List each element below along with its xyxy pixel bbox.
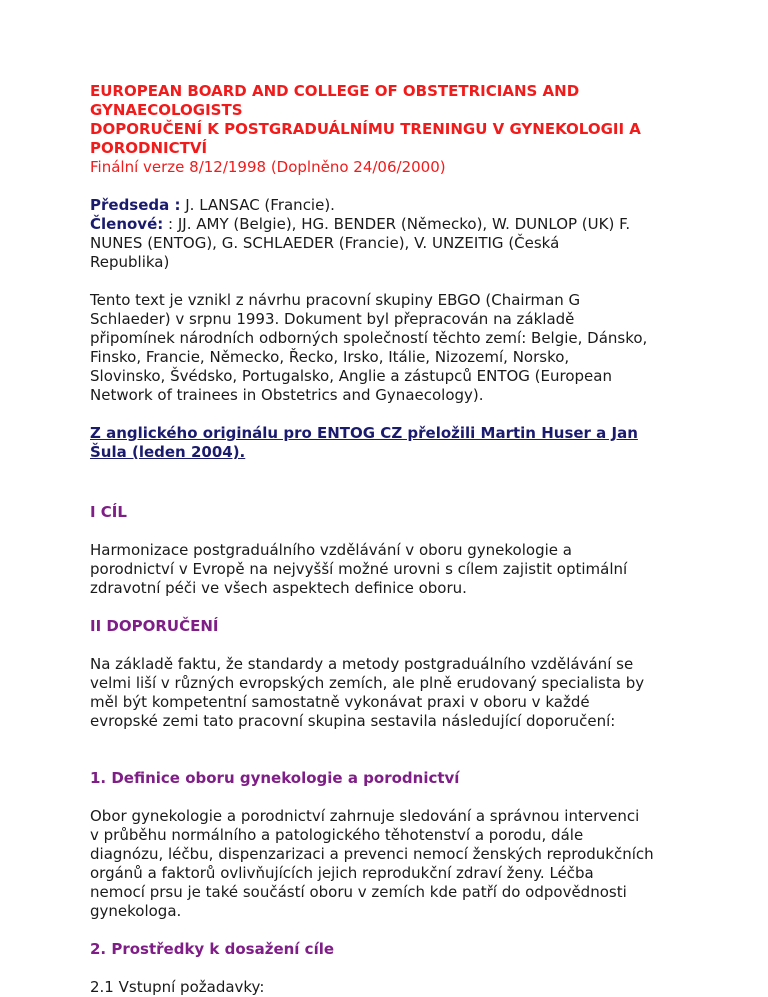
members-value: : JJ. AMY (Belgie), HG. BENDER (Německo), W. DUNLOP (UK) F. xyxy=(163,215,631,233)
version-line: Finální verze 8/12/1998 (Doplněno 24/06/2000) xyxy=(90,158,446,176)
members-line: Republika) xyxy=(90,253,170,271)
text-line: evropské zemi tato pracovní skupina sestavila následující doporučení: xyxy=(90,712,616,730)
intro-paragraph xyxy=(90,291,680,405)
text-line: Schlaeder) v srpnu 1993. Dokument byl přepracován na základě xyxy=(90,310,575,328)
text-line: připomínek národních odborných společností těchto zemí: Belgie, Dánsko, xyxy=(90,329,648,347)
text-line: Tento text je vznikl z návrhu pracovní skupiny EBGO (Chairman G xyxy=(90,291,581,309)
text-line: Network of trainees in Obstetrics and Gynaecology). xyxy=(90,386,484,404)
text-line: orgánů a faktorů ovlivňujících jejich reprodukční zdraví ženy. Léčba xyxy=(90,864,594,882)
chair-label: Předseda : xyxy=(90,196,181,214)
chair-line xyxy=(90,196,680,215)
document-body xyxy=(90,82,680,997)
text-line: Šula (leden 2004). xyxy=(90,443,246,461)
recommendation-paragraph xyxy=(90,655,680,731)
text-line: porodnictví v Evropě na nejvyšší možné urovni s cílem zajistit optimální xyxy=(90,560,628,578)
item-2-1: 2.1 Vstupní požadavky: xyxy=(90,978,265,996)
text-line: Slovinsko, Švédsko, Portugalsko, Anglie a zástupců ENTOG (European xyxy=(90,367,612,385)
members-line: NUNES (ENTOG), G. SCHLAEDER (Francie), V. UNZEITIG (Česká xyxy=(90,234,560,252)
text-line: nemocí prsu je také součástí oboru v zemích kde patří do odpovědnosti xyxy=(90,883,627,901)
title-line: PORODNICTVÍ xyxy=(90,139,208,157)
title-line: GYNAECOLOGISTS xyxy=(90,101,243,119)
subsection-heading-definition: 1. Definice oboru gynekologie a porodnictví xyxy=(90,769,460,787)
title-line: EUROPEAN BOARD AND COLLEGE OF OBSTETRICIANS AND xyxy=(90,82,580,100)
text-line: Finsko, Francie, Německo, Řecko, Irsko, Itálie, Nizozemí, Norsko, xyxy=(90,348,570,366)
members-line xyxy=(90,215,680,234)
text-line: Z anglického originálu pro ENTOG CZ přeložili Martin Huser a Jan xyxy=(90,424,638,442)
committee-block xyxy=(90,196,680,272)
text-line: Obor gynekologie a porodnictví zahrnuje sledování a správnou intervenci xyxy=(90,807,640,825)
section-heading-recommendation: II DOPORUČENÍ xyxy=(90,617,219,635)
goal-paragraph xyxy=(90,541,680,598)
chair-value: J. LANSAC (Francie). xyxy=(180,196,335,214)
section-heading-goal: I CÍL xyxy=(90,503,127,521)
text-line: diagnózu, léčbu, dispenzarizaci a prevenci nemocí ženských reprodukčních xyxy=(90,845,654,863)
title-line: DOPORUČENÍ K POSTGRADUÁLNÍMU TRENINGU V GYNEKOLOGII A xyxy=(90,120,641,138)
translators-note xyxy=(90,424,680,462)
text-line: velmi liší v různých evropských zemích, ale plně erudovaný specialista by xyxy=(90,674,645,692)
text-line: v průběhu normálního a patologického těhotenství a porodu, dále xyxy=(90,826,584,844)
members-label: Členové: xyxy=(90,215,164,233)
text-line: zdravotní péči ve všech aspektech definice oboru. xyxy=(90,579,467,597)
text-line: gynekologa. xyxy=(90,902,182,920)
text-line: měl být kompetentní samostatně vykonávat praxi v oboru v každé xyxy=(90,693,590,711)
document-header xyxy=(90,82,680,177)
text-line: Na základě faktu, že standardy a metody postgraduálního vzdělávání se xyxy=(90,655,634,673)
definition-paragraph xyxy=(90,807,680,921)
subsection-heading-means: 2. Prostředky k dosažení cíle xyxy=(90,940,335,958)
text-line: Harmonizace postgraduálního vzdělávání v oboru gynekologie a xyxy=(90,541,572,559)
